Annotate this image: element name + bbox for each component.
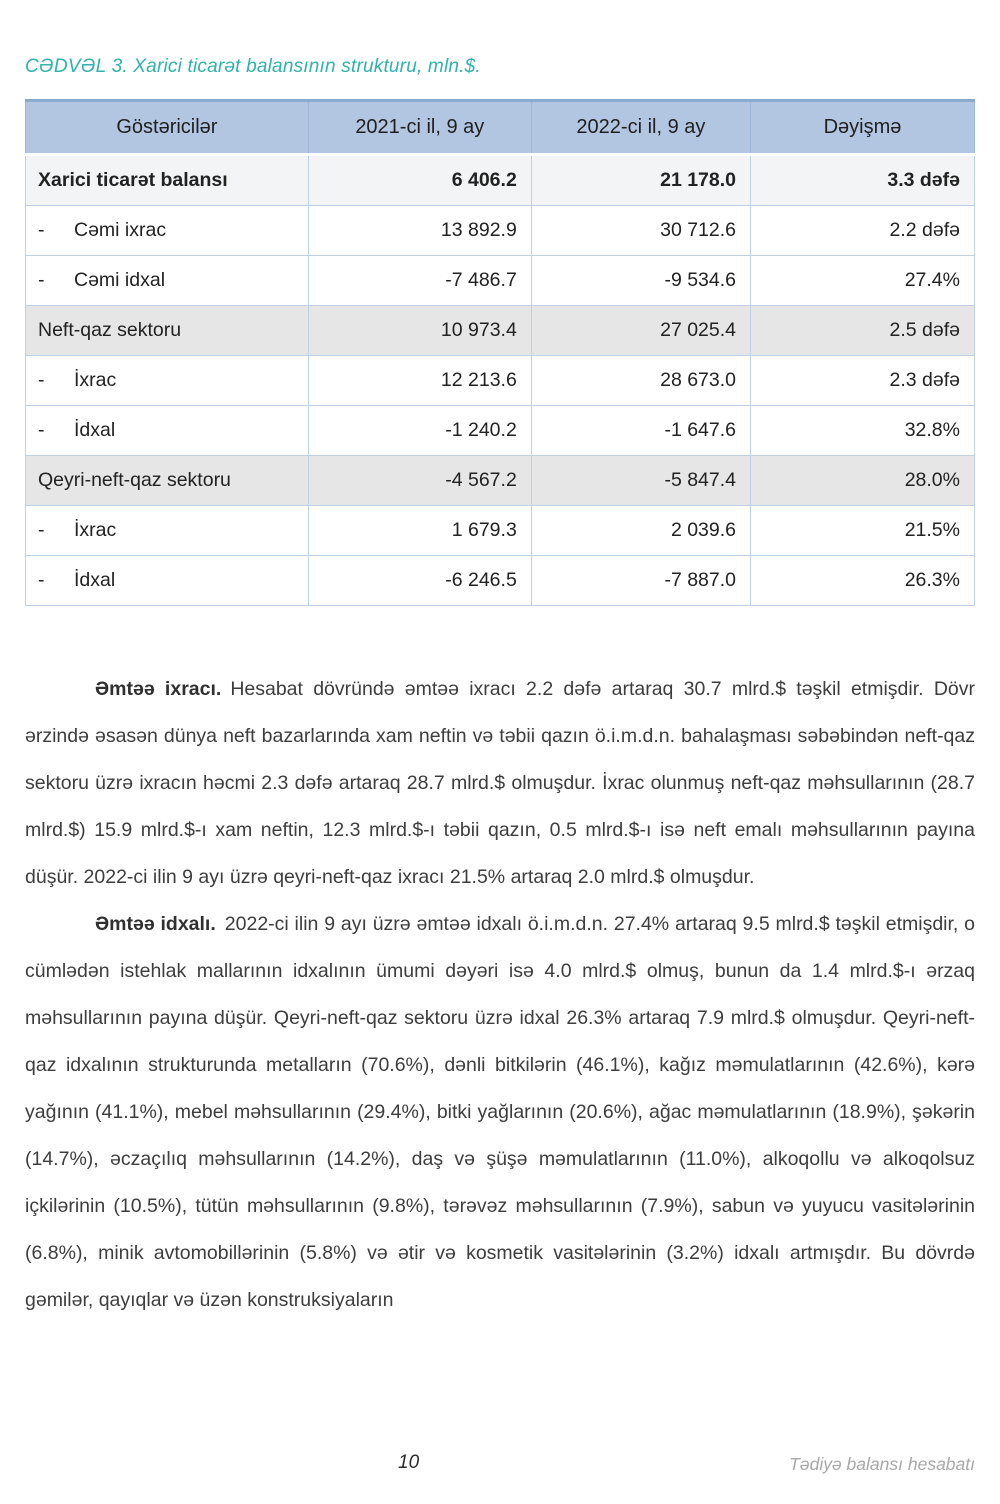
list-dash: - [38, 569, 45, 591]
table-row [26, 206, 975, 256]
table-header-row [26, 101, 975, 155]
value-2021: 12 213.6 [308, 356, 531, 406]
value-change: 27.4% [751, 256, 975, 306]
value-2022: -5 847.4 [531, 456, 750, 506]
page-number: 10 [398, 1452, 420, 1473]
value-change: 32.8% [751, 406, 975, 456]
value-change: 2.3 dəfə [751, 356, 975, 406]
table-row [26, 456, 975, 506]
value-change: 21.5% [751, 506, 975, 556]
row-label: - Cəmi idxal [26, 256, 309, 306]
value-2022: -9 534.6 [531, 256, 750, 306]
list-dash: - [38, 419, 45, 441]
header-indicators: Göstəricilər [26, 101, 309, 155]
list-dash: - [38, 219, 45, 241]
value-2022: -7 887.0 [531, 556, 750, 606]
row-label: - İdxal [26, 406, 309, 456]
value-change: 3.3 dəfə [751, 155, 975, 206]
value-change: 26.3% [751, 556, 975, 606]
value-2022: 2 039.6 [531, 506, 750, 556]
header-2022: 2022-ci il, 9 ay [531, 101, 750, 155]
paragraph-exports-lead: Əmtəə ixracı. [95, 678, 222, 700]
value-2022: -1 647.6 [531, 406, 750, 456]
table-row [26, 506, 975, 556]
table-row [26, 406, 975, 456]
value-2021: -1 240.2 [308, 406, 531, 456]
value-2021: -6 246.5 [308, 556, 531, 606]
row-label: Qeyri-neft-qaz sektoru [26, 456, 309, 506]
value-2021: -4 567.2 [308, 456, 531, 506]
value-2021: 1 679.3 [308, 506, 531, 556]
value-2021: 13 892.9 [308, 206, 531, 256]
row-label: - İxrac [26, 356, 309, 406]
row-label: - İxrac [26, 506, 309, 556]
value-2021: 10 973.4 [308, 306, 531, 356]
paragraph-imports [25, 901, 975, 1324]
paragraph-exports [25, 666, 975, 901]
list-dash: - [38, 369, 45, 391]
row-label: - Cəmi ixrac [26, 206, 309, 256]
table-row [26, 306, 975, 356]
value-2021: 6 406.2 [308, 155, 531, 206]
table-row [26, 556, 975, 606]
paragraph-imports-lead: Əmtəə idxalı. [95, 913, 216, 935]
row-label: Xarici ticarət balansı [26, 155, 309, 206]
table-row [26, 155, 975, 206]
value-2022: 30 712.6 [531, 206, 750, 256]
trade-balance-table [25, 99, 975, 606]
row-label: - İdxal [26, 556, 309, 606]
value-change: 2.2 dəfə [751, 206, 975, 256]
paragraph-exports-body: Hesabat dövründə əmtəə ixracı 2.2 dəfə artaraq 30.7 mlrd.$ təşkil etmişdir. Dövr ərzində əsasən dünya neft bazarlarında xam neftin və təbii qazın ö.i.m.d.n. bahalaşması səbəbindən neft-qaz sektoru üzrə ixracın həcmi 2.3 dəfə artaraq 28.7 mlrd.$ olmuşdur. İxrac olunmuş neft-qaz məhsullarının (28.7 mlrd.$) 15.9 mlrd.$-ı xam neftin, 12.3 mlrd.$-ı təbii qazın, 0.5 mlrd.$-ı isə neft emalı məhsullarının payına düşür. 2022-ci ilin 9 ayı üzrə qeyri-neft-qaz ixracı 21.5% artaraq 2.0 mlrd.$ olmuşdur. [25, 678, 975, 888]
table-row [26, 256, 975, 306]
value-2021: -7 486.7 [308, 256, 531, 306]
header-2021: 2021-ci il, 9 ay [308, 101, 531, 155]
list-dash: - [38, 519, 45, 541]
value-2022: 28 673.0 [531, 356, 750, 406]
table-row [26, 356, 975, 406]
value-2022: 27 025.4 [531, 306, 750, 356]
row-label: Neft-qaz sektoru [26, 306, 309, 356]
table-title: CƏDVƏL 3. Xarici ticarət balansının strukturu, mln.$. [25, 56, 481, 77]
body-text [25, 666, 975, 1324]
page-footer [0, 1452, 1000, 1478]
list-dash: - [38, 269, 45, 291]
value-2022: 21 178.0 [531, 155, 750, 206]
paragraph-imports-body: 2022-ci ilin 9 ayı üzrə əmtəə idxalı ö.i.m.d.n. 27.4% artaraq 9.5 mlrd.$ təşkil etmişdir, o cümlədən istehlak mallarının idxalının ümumi dəyəri isə 4.0 mlrd.$ olmuş, bunun da 1.4 mlrd.$-ı ərzaq məhsullarının payına düşür. Qeyri-neft-qaz sektoru üzrə idxal 26.3% artaraq 7.9 mlrd.$ olmuşdur. Qeyri-neft-qaz idxalının strukturunda metalların (70.6%), dənli bitkilərin (46.1%), kağız məmulatlarının (42.6%), kərə yağının (41.1%), mebel məhsullarının (29.4%), bitki yağlarının (20.6%), ağac məmulatlarının (18.9%), şəkərin (14.7%), əczaçılıq məhsullarının (14.2%), daş və şüşə məmulatlarının (11.0%), alkoqollu və alkoqolsuz içkilərinin (10.5%), tütün məhsullarının (9.8%), tərəvəz məhsullarının (7.9%), sabun və yuyucu vasitələrinin (6.8%), minik avtomobillərinin (5.8%) və ətir və kosmetik vasitələrinin (3.2%) idxalı artmışdır. Bu dövrdə gəmilər, qayıqlar və üzən konstruksiyaların [25, 913, 975, 1311]
footer-report-title: Tədiyə balansı hesabatı [789, 1454, 975, 1474]
value-change: 28.0% [751, 456, 975, 506]
header-change: Dəyişmə [751, 101, 975, 155]
value-change: 2.5 dəfə [751, 306, 975, 356]
